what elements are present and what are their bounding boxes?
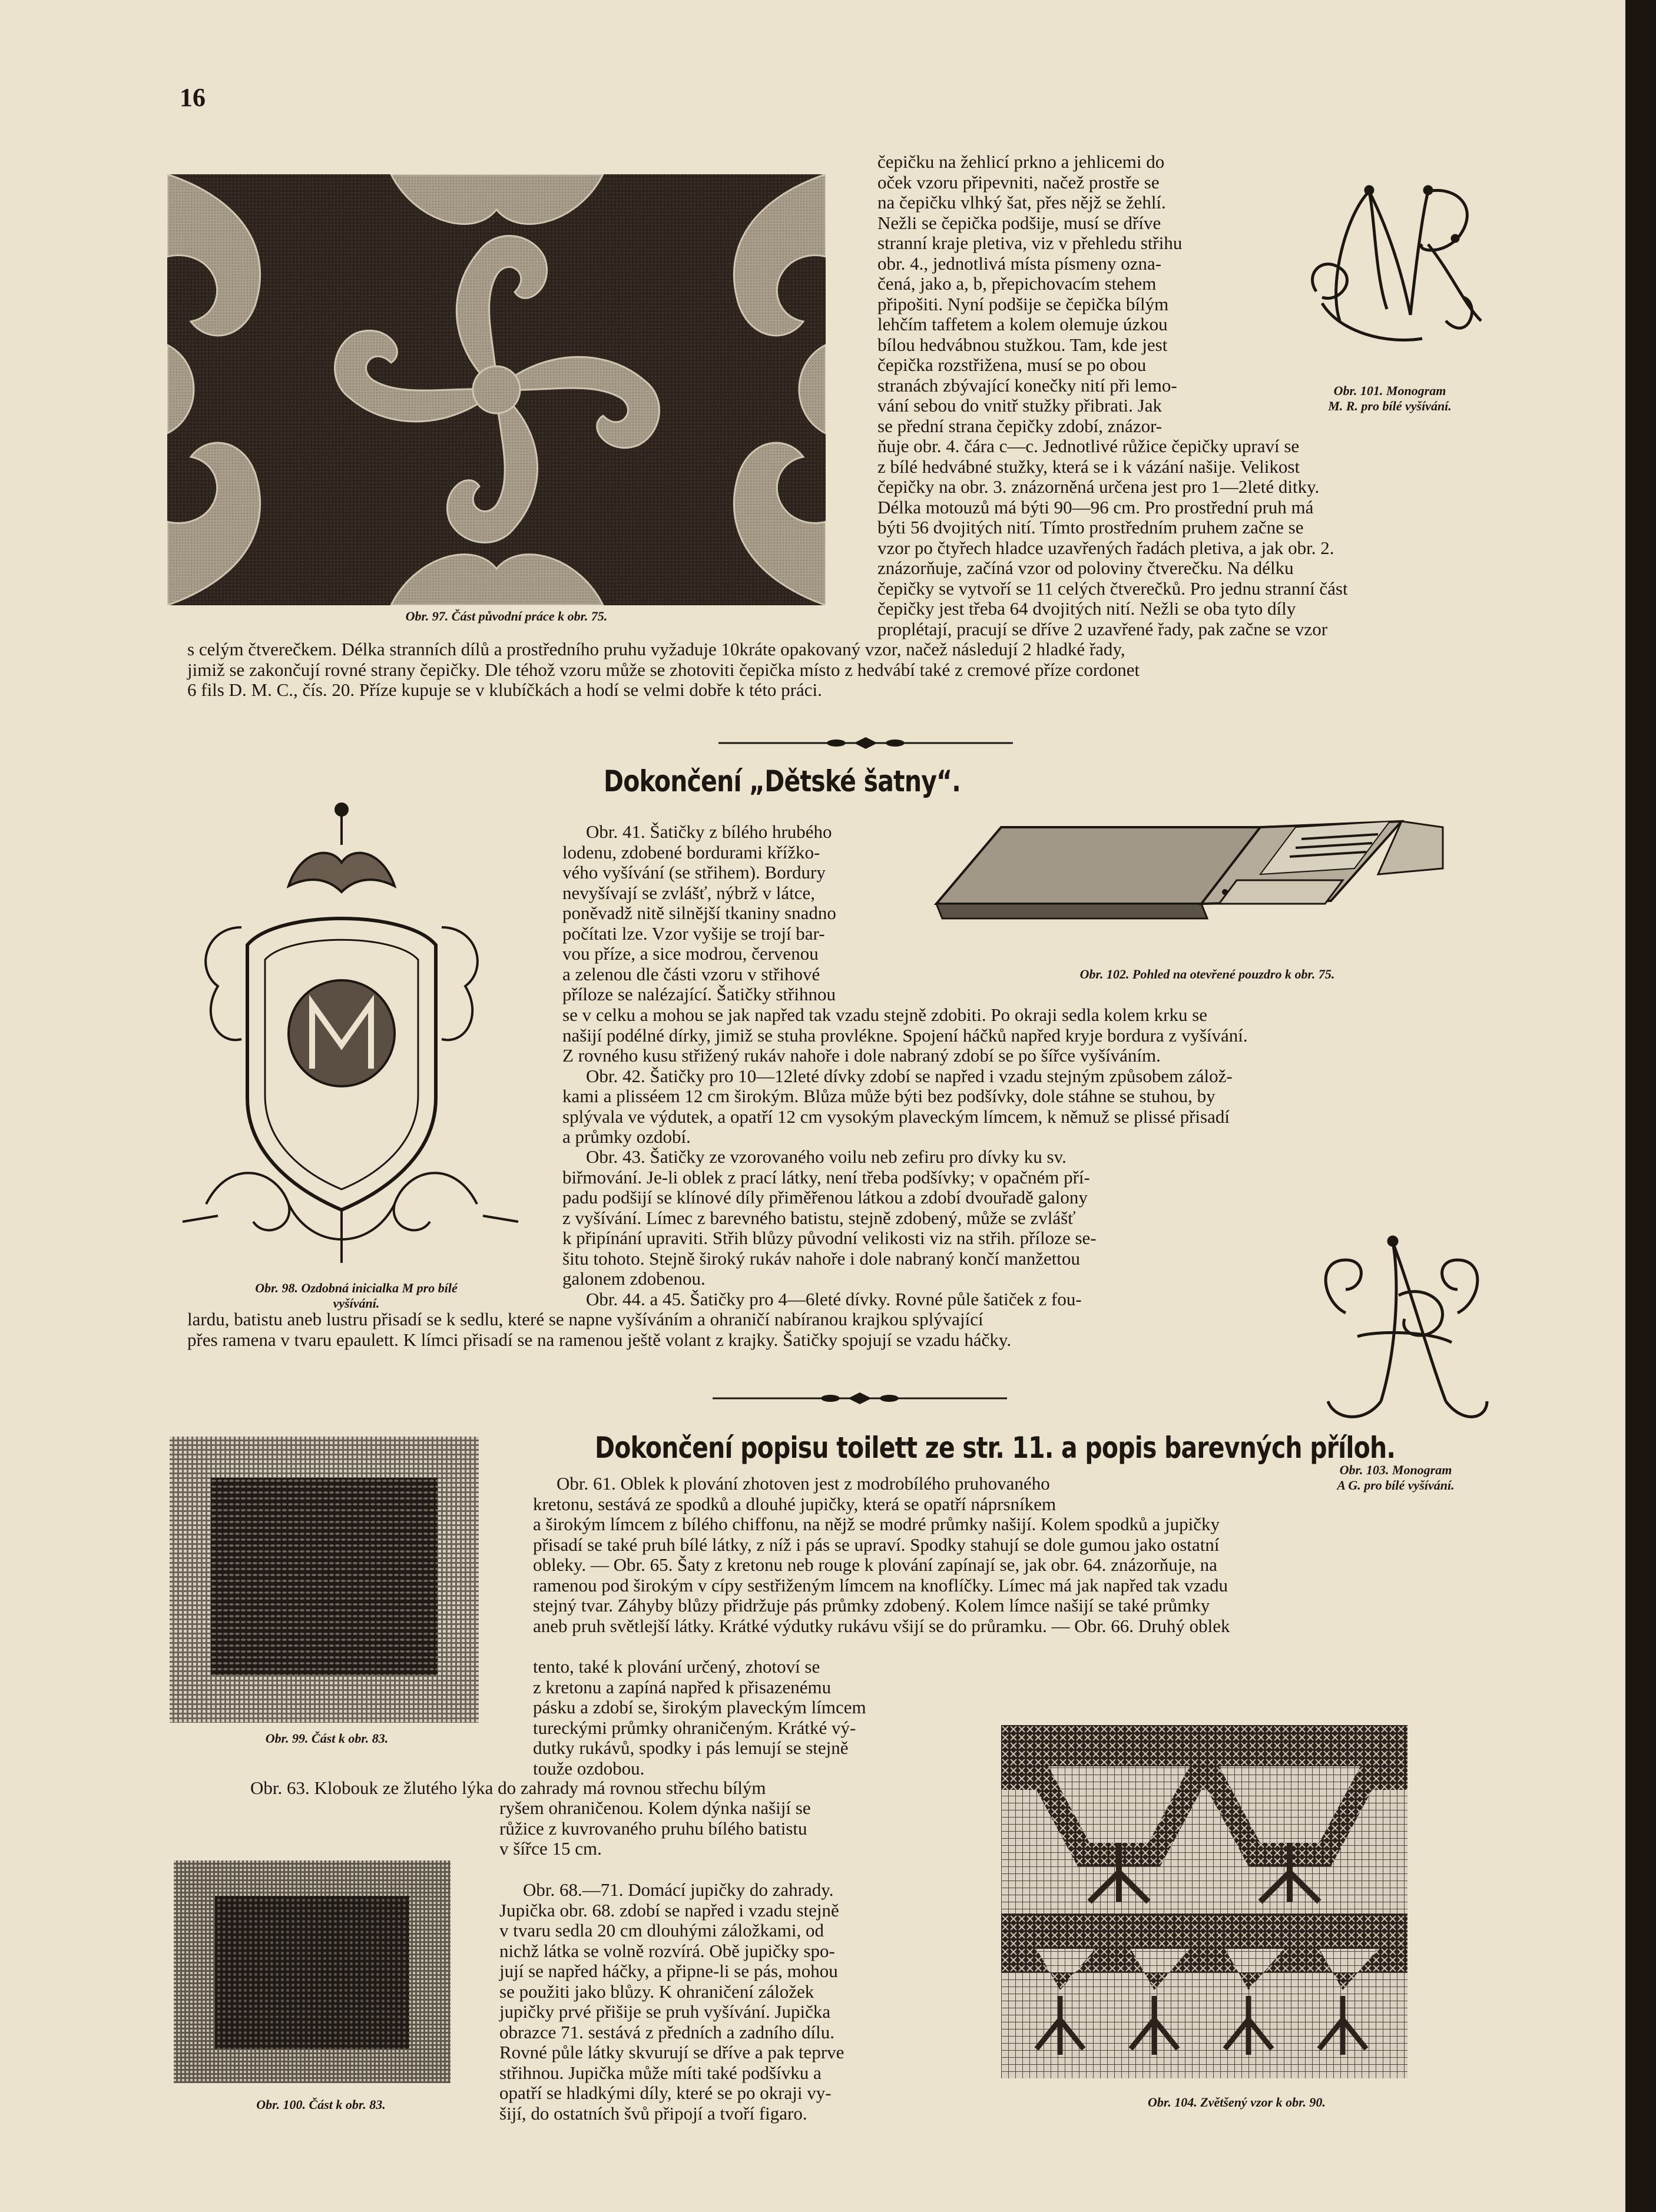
ornamental-separator-2	[713, 1391, 1007, 1405]
section2-obr63-text: ryšem ohraničenou. Kolem dýnka našijí se růžice z kuvrovaného pruhu bílého batistu v šířce 15 cm.	[499, 1798, 811, 1859]
caption-figure-100: Obr. 100. Část k obr. 83.	[256, 2097, 386, 2112]
section-heading-detske-satny: Dokončení „Dětské šatny“.	[604, 764, 961, 798]
section1-narrow-text: Obr. 41. Šatičky z bílého hrubého lodenu, zdobené bordurami křížko- vého vyšívání (se střihem). Bordury nevyšívají se zvlášť, nýbrž v látce, poněvadž nitě silnější tkaniny snadno počítati lze. Vzor vyšije se trojí bar- vou příze, a sice modrou, červenou a zelenou dle části vzoru v střihové příloze se nalézající. Šatičky střihnou	[562, 821, 836, 1004]
figure-97-embroidery-photo	[167, 174, 826, 605]
figure-103-monogram-ag	[1310, 1225, 1493, 1437]
caption-figure-102: Obr. 102. Pohled na otevřené pouzdro k obr. 75.	[1079, 967, 1335, 981]
figure-104-enlarged-pattern	[1001, 1725, 1407, 2078]
section1-mid-text: se v celku a mohou se jak napřed tak vzadu stejně zdobiti. Po okraji sedla kolem krku se našijí podélné dírky, jimiž se stuha provlékne. Spojení háčků napřed kryje bordura z vyšívání. Z rovného kusu střižený rukáv nahoře i dole nabraný zdobí se po šířce vyšíváním. Obr. 42. Šatičky pro 10—12leté dívky zdobí se napřed i vzadu stejným způsobem zálož- kami a plisséem 12 cm širokým. Blůza může býti bez podšívky, dole stáhne se stuhou, by splývala ve výdutek, a opatří 12 cm vysokým plaveckým límcem, k němuž se plissé přisadí a průmky ozdobí.	[562, 1004, 1248, 1147]
page-number: 16	[180, 83, 206, 112]
section2-obr68-text: Obr. 68.—71. Domácí jupičky do zahrady. Jupička obr. 68. zdobí se napřed i vzadu stejně v tvaru sedla 20 cm dlouhými záložkami, od nichž látka se volně rozvírá. Obě jupičky spo- jují se napřed háčky, a připne-li se pás, mohou se použiti jako blůzy. K ohraničení záložek jupičky prvé přišije se pruh vyšívání. Jupička obrazce 71. sestává z předních a zadního dílu. Rovné půle látky skvurují se dříve a pak teprve střihnou. Jupička může míti také podšívku a opatří se hladkými díly, které se po okraji vy- šijí, do ostatních švů připojí a tvoří figaro.	[499, 1879, 844, 2124]
top-full-text-1: proplétají, pracují se dříve 2 uzavřené řady, pak začne se vzor	[877, 619, 1328, 639]
section2-wide-text-b: a širokým límcem z bílého chiffonu, na nějž se modré průmky našijí. Kolem spodků a jupičky přisadí se také pruh bílé látky, z níž i pás se upraví. Spodky stahují se dole gumou jako ostatní obleky. — Obr. 65. Šaty z kretonu neb rouge k plování zapínají se, jak obr. 64. znázorňuje, na ramenou pod širokým v cípy sestřiženým límcem na knoflíčky. Límec má jak napřed tak vzadu stejný tvar. Záhyby blůzy přidržuje pás průmky zdobený. Kolem límce našijí se také průmky aneb pruh světlejší látky. Krátké výdutky rukávu všijí se do průramku. — Obr. 66. Druhý oblek	[533, 1514, 1230, 1636]
figure-99-textile-detail	[170, 1437, 479, 1723]
caption-figure-99: Obr. 99. Část k obr. 83.	[265, 1731, 389, 1746]
figure-102-open-case	[930, 815, 1449, 951]
caption-figure-103: Obr. 103. Monogram A G. pro bílé vyšívání.	[1337, 1462, 1455, 1493]
section2-narrow-text: tento, také k plování určený, zhotoví se z kretonu a zapíná napřed k přisazenému pásku a zdobí se, širokým plaveckým límcem tureckými průmky ohraničeným. Krátké vý- dutky rukávů, spodky i pás lemují se stejně touže ozdobou.	[533, 1656, 866, 1779]
ornamental-separator	[718, 736, 1013, 750]
section-heading-toilett: Dokončení popisu toilett ze str. 11. a popis barevných příloh.	[595, 1431, 1396, 1465]
figure-101-monogram-mr	[1304, 168, 1493, 374]
caption-figure-98: Obr. 98. Ozdobná inicialka M pro bílé vyšívání.	[255, 1281, 458, 1311]
top-column-text: čepičku na žehlicí prkno a jehlicemi do oček vzoru připevniti, načež prostře se na čepičku vlhký šat, přes nějž se žehlí. Nežli se čepička podšije, musí se dříve stranní kraje pletiva, viz v přehledu střihu obr. 4., jednotlivá místa písmeny ozna- čená, jako a, b, přepichovacím stehem připošiti. Nyní podšije se čepička bílým lehčím taffetem a kolem olemuje úzkou bílou hedvábnou stužkou. Tam, kde jest čepička rozstřižena, musí se po obou stranách zbývající konečky nití při lemo- vání sebou do vnitř stužky přibrati. Jak se přední strana čepičky zdobí, znázor-	[877, 151, 1183, 436]
section2-wide-text-a: Obr. 61. Oblek k plování zhotoven jest z modrobílého pruhovaného kretonu, sestává ze spodků a dlouhé jupičky, která se opatří náprsníkem	[533, 1473, 1056, 1514]
section1-full-text: lardu, batistu aneb lustru přisadí se k sedlu, které se napne vyšíváním a ohraničí nabíranou krajkou splývající přes ramena v tvaru epaulett. K límci přisadí se na ramenou ještě volant z krajky. Šatičky spojují se vzadu háčky.	[187, 1309, 1012, 1350]
caption-figure-101: Obr. 101. Monogram M. R. pro bílé vyšívání.	[1328, 383, 1452, 413]
figure-100-textile-detail	[174, 1861, 451, 2083]
section1-narrow2-text: Obr. 43. Šatičky ze vzorovaného voilu neb zefiru pro dívky ku sv. biřmování. Je-li oblek z prací látky, není třeba podšívky; v opačném pří- padu podšijí se klínové díly přiměřenou látkou a zdobí dvouřadě galony z vyšívání. Límec z barevného batistu, stejně zdobený, může se zvlášť k připínání upraviti. Střih blůzy původní velikosti viz na střih. příloze se- šitu tohoto. Stejně široký rukáv nahoře i dole nabraný končí manžettou galonem zdobenou. Obr. 44. a 45. Šatičky pro 4—6leté dívky. Rovné půle šatiček z fou-	[562, 1146, 1097, 1309]
caption-figure-97: Obr. 97. Část původní práce k obr. 75.	[405, 609, 608, 624]
top-wide-text: ňuje obr. 4. čára c—c. Jednotlivé růžice čepičky upraví se z bílé hedvábné stužky, která se i k vázání našije. Velikost čepičky na obr. 3. znázorněná určena jest pro 1—2leté ditky. Délka motouzů má býti 90—96 cm. Pro prostřední pruh má býti 56 dvojitých nití. Tímto prostředním pruhem začne se vzor po čtyřech hladce uzavřených řadách pletiva, a jak obr. 2. znázorňuje, začíná vzor od poloviny čtverečku. Na délku čepičky se vytvoří se 11 celých čtverečků. Pro jednu stranní část čepičky jest třeba 64 dvojitých nití. Nežli se oba tyto díly	[877, 436, 1348, 619]
section2-obr63-line1: Obr. 63. Klobouk ze žlutého lýka do zahrady má rovnou střechu bílým	[250, 1777, 766, 1798]
top-full-text-rest: s celým čtverečkem. Délka stranních dílů a prostředního pruhu vyžaduje 10kráte opakovaný vzor, načež následují 2 hladké řady, jimiž se zakončují rovné strany čepičky. Dle téhož vzoru může se zhotoviti čepička místo z hedvábí také z cremové příze cordonet 6 fils D. M. C., čís. 20. Příze kupuje se v klubíčkách a hodí se velmi dobře k této práci.	[187, 639, 1140, 700]
figure-98-ornamental-initial-m	[171, 792, 530, 1272]
caption-figure-104: Obr. 104. Zvětšený vzor k obr. 90.	[1148, 2095, 1326, 2110]
